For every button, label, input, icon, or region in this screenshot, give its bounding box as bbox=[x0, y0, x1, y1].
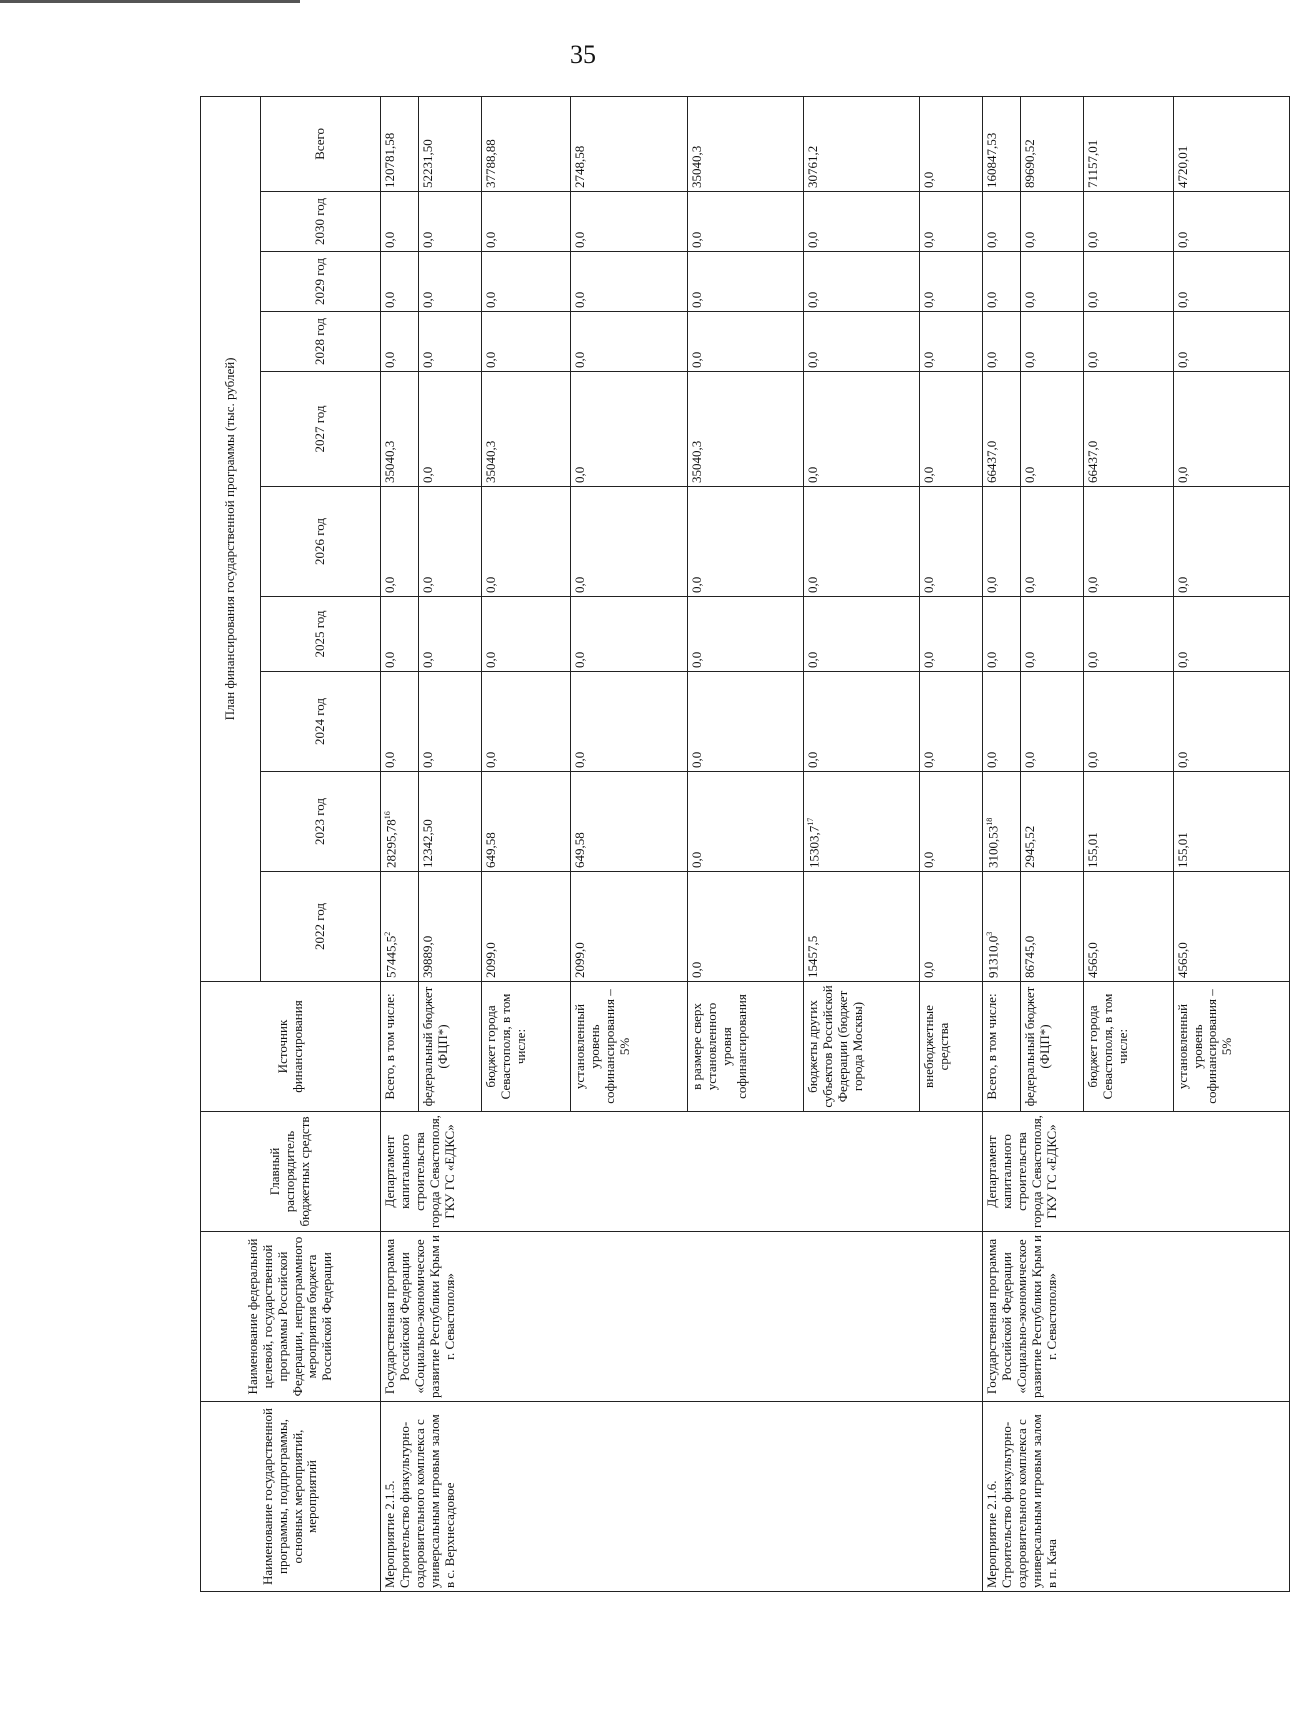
cell-value bbox=[1084, 672, 1174, 772]
cell-value bbox=[419, 487, 482, 597]
cell-value bbox=[1084, 312, 1174, 372]
cell-value bbox=[481, 192, 571, 252]
value-text: 120781,58 bbox=[382, 132, 397, 188]
cell-value bbox=[571, 597, 687, 672]
cell-value bbox=[1021, 192, 1084, 252]
cell-value bbox=[1021, 252, 1084, 312]
value-text: 66437,0 bbox=[984, 440, 1000, 483]
table-row bbox=[983, 96, 1021, 1591]
cell-value bbox=[804, 487, 920, 597]
header-year: 2030 год bbox=[261, 192, 381, 252]
value-text: 30761,2 bbox=[805, 145, 821, 188]
value-text: 35040,3 bbox=[688, 145, 704, 188]
value-text: 649,58 bbox=[482, 832, 498, 868]
value-text: 0,0 bbox=[805, 651, 821, 668]
cell-value bbox=[1084, 487, 1174, 597]
cell-value bbox=[1021, 872, 1084, 982]
cell-value bbox=[481, 487, 571, 597]
value-text: 66437,0 bbox=[1085, 440, 1101, 483]
value-text: 155,01 bbox=[1174, 832, 1190, 868]
header-plan: План финансирования государственной программы (тыс. рублей) bbox=[201, 96, 261, 981]
value-text: 0,0 bbox=[805, 351, 821, 368]
value-text: 0,0 bbox=[420, 466, 436, 483]
value-text: 15457,5 bbox=[805, 935, 821, 978]
cell-value bbox=[571, 96, 687, 191]
cell-value bbox=[687, 772, 803, 872]
cell-value bbox=[1084, 96, 1174, 191]
cell-program-name: Государственная программа Российской Федерации «Социально-экономическое развитие Республики Крым и г. Севастополя» bbox=[983, 1232, 1290, 1402]
header-year: 2029 год bbox=[261, 252, 381, 312]
cell-value bbox=[1084, 597, 1174, 672]
value-text: 0,0 bbox=[1022, 576, 1038, 593]
cell-value bbox=[1173, 312, 1289, 372]
cell-value bbox=[1084, 252, 1174, 312]
value-text: 0,0 bbox=[1022, 651, 1038, 668]
cell-value bbox=[571, 372, 687, 487]
cell-value bbox=[1173, 192, 1289, 252]
value-text: 0,0 bbox=[688, 351, 704, 368]
value-text: 0,0 bbox=[482, 291, 498, 308]
header-year: 2024 год bbox=[261, 672, 381, 772]
value-text: 52231,50 bbox=[420, 139, 436, 188]
cell-value bbox=[419, 252, 482, 312]
value-text: 35040,3 bbox=[688, 440, 704, 483]
value-text: 37788,88 bbox=[482, 139, 498, 188]
cell-value bbox=[920, 672, 983, 772]
value-text: 57445,5 bbox=[383, 935, 399, 978]
cell-value bbox=[1021, 672, 1084, 772]
cell-value bbox=[481, 672, 571, 772]
cell-value bbox=[1173, 672, 1289, 772]
value-text: 2099,0 bbox=[482, 942, 498, 978]
value-text: 0,0 bbox=[984, 651, 1000, 668]
cell-manager: Департамент капитального строительства города Севастополя, ГКУ ГС «ЕДКС» bbox=[381, 1112, 983, 1232]
value-text: 4565,0 bbox=[1085, 942, 1101, 978]
cell-value bbox=[920, 252, 983, 312]
header-name: Наименование государственной программы, подпрограммы, основных мероприятий, мероприятий bbox=[201, 1402, 381, 1592]
cell-value bbox=[481, 597, 571, 672]
cell-value bbox=[804, 772, 920, 872]
footnote-mark: 2 bbox=[383, 931, 392, 936]
cell-value bbox=[983, 312, 1021, 372]
value-text: 2945,52 bbox=[1022, 825, 1038, 868]
value-text: 0,0 bbox=[688, 961, 704, 978]
value-text: 3100,53 bbox=[985, 825, 1001, 868]
cell-value bbox=[920, 872, 983, 982]
header-year: 2023 год bbox=[261, 772, 381, 872]
cell-value bbox=[571, 672, 687, 772]
cell-value bbox=[381, 872, 419, 982]
scan-edge-line bbox=[0, 0, 300, 3]
cell-value bbox=[481, 372, 571, 487]
value-text: 0,0 bbox=[382, 351, 397, 368]
value-text: 0,0 bbox=[921, 961, 937, 978]
value-text: 0,0 bbox=[688, 751, 704, 768]
value-text: 160847,53 bbox=[984, 132, 1000, 188]
cell-value bbox=[381, 487, 419, 597]
cell-value bbox=[419, 96, 482, 191]
value-text: 0,0 bbox=[1022, 291, 1038, 308]
cell-value bbox=[419, 192, 482, 252]
footnote-mark: 17 bbox=[806, 817, 816, 826]
value-text: 0,0 bbox=[1085, 751, 1101, 768]
value-text: 0,0 bbox=[1085, 651, 1101, 668]
value-text: 0,0 bbox=[921, 466, 937, 483]
cell-value bbox=[1173, 772, 1289, 872]
table-row bbox=[381, 96, 419, 1591]
cell-source: установленный уровень софинансирования – 5% bbox=[571, 982, 687, 1112]
cell-value bbox=[481, 312, 571, 372]
cell-source: Всего, в том числе: bbox=[381, 982, 419, 1112]
value-text: 35040,3 bbox=[382, 440, 397, 483]
cell-measure-name: Мероприятие 2.1.5. Строительство физкультурно-оздоровительного комплекса с универсальным игровым залом в с. Верхнесадовое bbox=[381, 1402, 983, 1592]
value-text: 0,0 bbox=[1085, 231, 1101, 248]
value-text: 155,01 bbox=[1085, 832, 1101, 868]
cell-source: федеральный бюджет (ФЦП*) bbox=[1021, 982, 1084, 1112]
cell-value bbox=[804, 252, 920, 312]
cell-value bbox=[804, 597, 920, 672]
value-text: 89690,52 bbox=[1022, 139, 1038, 188]
value-text: 0,0 bbox=[805, 231, 821, 248]
cell-value bbox=[920, 597, 983, 672]
value-text: 4720,01 bbox=[1174, 145, 1190, 188]
page-number: 35 bbox=[570, 40, 596, 69]
cell-value bbox=[1021, 487, 1084, 597]
cell-value bbox=[983, 487, 1021, 597]
cell-value bbox=[571, 772, 687, 872]
value-text: 0,0 bbox=[805, 466, 821, 483]
value-text: 0,0 bbox=[984, 751, 1000, 768]
value-text: 86745,0 bbox=[1022, 935, 1038, 978]
cell-value bbox=[983, 96, 1021, 191]
cell-manager: Департамент капитального строительства города Севастополя, ГКУ ГС «ЕДКС» bbox=[983, 1112, 1290, 1232]
rotated-table-container bbox=[200, 97, 1290, 1592]
value-text: 0,0 bbox=[1022, 231, 1038, 248]
cell-source: внебюджетные средства bbox=[920, 982, 983, 1112]
value-text: 0,0 bbox=[382, 651, 397, 668]
cell-value bbox=[1021, 372, 1084, 487]
cell-value bbox=[687, 96, 803, 191]
value-text: 0,0 bbox=[921, 171, 937, 188]
cell-value bbox=[419, 872, 482, 982]
financing-table bbox=[200, 96, 1290, 1592]
cell-value bbox=[1021, 772, 1084, 872]
cell-value bbox=[381, 597, 419, 672]
cell-value bbox=[481, 872, 571, 982]
cell-value bbox=[983, 192, 1021, 252]
value-text: 0,0 bbox=[921, 291, 937, 308]
cell-value bbox=[983, 597, 1021, 672]
value-text: 0,0 bbox=[420, 351, 436, 368]
value-text: 0,0 bbox=[1085, 576, 1101, 593]
value-text: 0,0 bbox=[420, 231, 436, 248]
cell-value bbox=[419, 672, 482, 772]
value-text: 649,58 bbox=[572, 832, 588, 868]
header-manager: Главный распорядитель бюджетных средств bbox=[201, 1112, 381, 1232]
value-text: 0,0 bbox=[572, 351, 588, 368]
cell-value bbox=[571, 487, 687, 597]
value-text: 2748,58 bbox=[572, 145, 588, 188]
value-text: 4565,0 bbox=[1174, 942, 1190, 978]
cell-value bbox=[687, 672, 803, 772]
cell-value bbox=[804, 192, 920, 252]
header-year: 2022 год bbox=[261, 872, 381, 982]
value-text: 0,0 bbox=[921, 351, 937, 368]
cell-value bbox=[1173, 252, 1289, 312]
value-text: 0,0 bbox=[1174, 576, 1190, 593]
footnote-mark: 16 bbox=[383, 811, 392, 820]
value-text: 28295,78 bbox=[383, 819, 399, 868]
header-program: Наименование федеральной целевой, государственной программы Российской Федерации, непрограммного мероприятия бюджета Российской Федерации bbox=[201, 1232, 381, 1402]
value-text: 0,0 bbox=[688, 651, 704, 668]
cell-value bbox=[419, 597, 482, 672]
cell-value bbox=[571, 252, 687, 312]
cell-value bbox=[983, 772, 1021, 872]
value-text: 0,0 bbox=[1085, 351, 1101, 368]
value-text: 0,0 bbox=[482, 651, 498, 668]
value-text: 0,0 bbox=[921, 751, 937, 768]
cell-value bbox=[419, 312, 482, 372]
cell-value bbox=[481, 772, 571, 872]
value-text: 0,0 bbox=[1174, 351, 1190, 368]
value-text: 0,0 bbox=[572, 751, 588, 768]
value-text: 0,0 bbox=[1174, 466, 1190, 483]
value-text: 0,0 bbox=[1174, 291, 1190, 308]
cell-value bbox=[804, 96, 920, 191]
header-year: 2025 год bbox=[261, 597, 381, 672]
value-text: 0,0 bbox=[1022, 466, 1038, 483]
value-text: 35040,3 bbox=[482, 440, 498, 483]
cell-value bbox=[687, 252, 803, 312]
cell-value bbox=[1084, 772, 1174, 872]
cell-value bbox=[983, 872, 1021, 982]
cell-value bbox=[481, 96, 571, 191]
value-text: 0,0 bbox=[1174, 751, 1190, 768]
cell-value bbox=[920, 372, 983, 487]
cell-source: в размере сверх установленного уровня софинансирования bbox=[687, 982, 803, 1112]
cell-value bbox=[419, 372, 482, 487]
value-text: 0,0 bbox=[1022, 751, 1038, 768]
value-text: 0,0 bbox=[382, 231, 397, 248]
value-text: 0,0 bbox=[805, 291, 821, 308]
cell-value bbox=[804, 372, 920, 487]
cell-value bbox=[687, 372, 803, 487]
value-text: 0,0 bbox=[420, 576, 436, 593]
value-text: 0,0 bbox=[688, 576, 704, 593]
cell-value bbox=[571, 312, 687, 372]
cell-value bbox=[381, 96, 419, 191]
cell-value bbox=[804, 872, 920, 982]
cell-value bbox=[419, 772, 482, 872]
cell-value bbox=[687, 597, 803, 672]
cell-value bbox=[1173, 96, 1289, 191]
value-text: 0,0 bbox=[382, 751, 397, 768]
value-text: 0,0 bbox=[572, 576, 588, 593]
cell-value bbox=[920, 312, 983, 372]
value-text: 0,0 bbox=[482, 576, 498, 593]
cell-value bbox=[1021, 597, 1084, 672]
cell-value bbox=[481, 252, 571, 312]
cell-value bbox=[381, 312, 419, 372]
cell-value bbox=[381, 192, 419, 252]
cell-value bbox=[1021, 312, 1084, 372]
cell-value bbox=[920, 192, 983, 252]
value-text: 0,0 bbox=[1174, 231, 1190, 248]
cell-value bbox=[1084, 192, 1174, 252]
cell-value bbox=[571, 192, 687, 252]
header-year: Всего bbox=[261, 96, 381, 191]
cell-source: бюджет города Севастополя, в том числе: bbox=[1084, 982, 1174, 1112]
value-text: 0,0 bbox=[420, 651, 436, 668]
cell-value bbox=[1021, 96, 1084, 191]
value-text: 91310,0 bbox=[985, 935, 1001, 978]
value-text: 0,0 bbox=[420, 751, 436, 768]
value-text: 0,0 bbox=[572, 231, 588, 248]
cell-value bbox=[1173, 597, 1289, 672]
header-year: 2026 год bbox=[261, 487, 381, 597]
cell-value bbox=[804, 672, 920, 772]
cell-source: установленный уровень софинансирования – 5% bbox=[1173, 982, 1289, 1112]
cell-source: бюджет города Севастополя, в том числе: bbox=[481, 982, 571, 1112]
value-text: 0,0 bbox=[572, 291, 588, 308]
value-text: 0,0 bbox=[572, 651, 588, 668]
cell-value bbox=[920, 487, 983, 597]
cell-value bbox=[983, 252, 1021, 312]
value-text: 0,0 bbox=[688, 291, 704, 308]
cell-source: бюджеты других субъектов Российской Федерации (бюджет города Москвы) bbox=[804, 982, 920, 1112]
value-text: 0,0 bbox=[984, 231, 1000, 248]
value-text: 0,0 bbox=[921, 851, 937, 868]
value-text: 0,0 bbox=[382, 291, 397, 308]
cell-value bbox=[687, 872, 803, 982]
cell-value bbox=[1173, 872, 1289, 982]
header-year: 2027 год bbox=[261, 372, 381, 487]
value-text: 2099,0 bbox=[572, 942, 588, 978]
value-text: 0,0 bbox=[382, 576, 397, 593]
cell-value bbox=[687, 487, 803, 597]
cell-value bbox=[983, 672, 1021, 772]
value-text: 0,0 bbox=[984, 351, 1000, 368]
cell-value bbox=[687, 192, 803, 252]
cell-value bbox=[571, 872, 687, 982]
value-text: 0,0 bbox=[482, 351, 498, 368]
cell-program-name: Государственная программа Российской Федерации «Социально-экономическое развитие Республики Крым и г. Севастополя» bbox=[381, 1232, 983, 1402]
cell-measure-name: Мероприятие 2.1.6. Строительство физкультурно-оздоровительного комплекса с универсальным игровым залом в п. Кача bbox=[983, 1402, 1290, 1592]
cell-value bbox=[1173, 372, 1289, 487]
value-text: 15303,7 bbox=[806, 825, 822, 868]
header-source: Источник финансирования bbox=[201, 982, 381, 1112]
value-text: 0,0 bbox=[921, 576, 937, 593]
footnote-mark: 18 bbox=[985, 817, 995, 826]
cell-source: Всего, в том числе: bbox=[983, 982, 1021, 1112]
footnote-mark: 3 bbox=[985, 931, 995, 936]
cell-value bbox=[920, 96, 983, 191]
cell-value bbox=[381, 372, 419, 487]
cell-value bbox=[381, 772, 419, 872]
value-text: 0,0 bbox=[1085, 291, 1101, 308]
value-text: 0,0 bbox=[688, 851, 704, 868]
value-text: 0,0 bbox=[921, 231, 937, 248]
value-text: 39889,0 bbox=[420, 935, 436, 978]
cell-value bbox=[381, 672, 419, 772]
value-text: 0,0 bbox=[984, 576, 1000, 593]
cell-value bbox=[1084, 372, 1174, 487]
value-text: 0,0 bbox=[482, 751, 498, 768]
cell-source: федеральный бюджет (ФЦП*) bbox=[419, 982, 482, 1112]
value-text: 12342,50 bbox=[420, 819, 436, 868]
cell-value bbox=[920, 772, 983, 872]
cell-value bbox=[1173, 487, 1289, 597]
value-text: 0,0 bbox=[420, 291, 436, 308]
value-text: 0,0 bbox=[805, 751, 821, 768]
cell-value bbox=[804, 312, 920, 372]
value-text: 0,0 bbox=[805, 576, 821, 593]
value-text: 0,0 bbox=[482, 231, 498, 248]
cell-value bbox=[1084, 872, 1174, 982]
value-text: 0,0 bbox=[1022, 351, 1038, 368]
cell-value bbox=[381, 252, 419, 312]
value-text: 0,0 bbox=[572, 466, 588, 483]
value-text: 0,0 bbox=[688, 231, 704, 248]
value-text: 0,0 bbox=[921, 651, 937, 668]
value-text: 71157,01 bbox=[1085, 139, 1101, 188]
cell-value bbox=[983, 372, 1021, 487]
value-text: 0,0 bbox=[1174, 651, 1190, 668]
cell-value bbox=[687, 312, 803, 372]
header-year: 2028 год bbox=[261, 312, 381, 372]
value-text: 0,0 bbox=[984, 291, 1000, 308]
